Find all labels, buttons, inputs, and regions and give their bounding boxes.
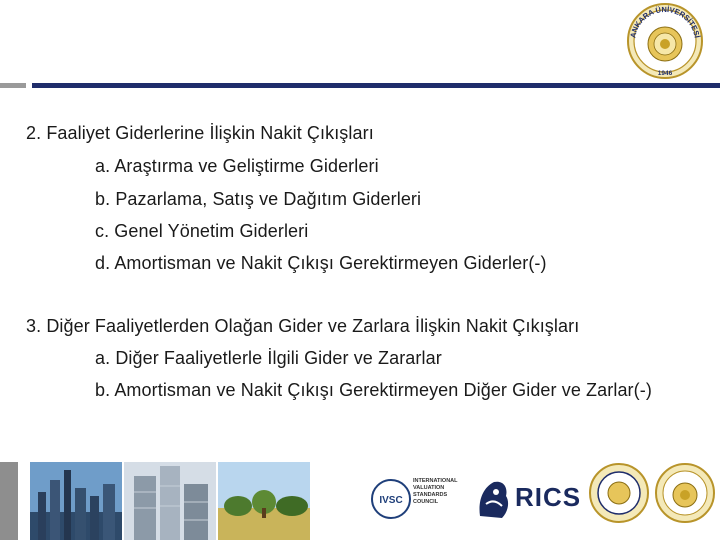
university-seal-small xyxy=(654,462,716,524)
section-3-item-a: a. Diğer Faaliyetlerle İlgili Gider ve Zararlar xyxy=(95,348,442,368)
section-2-item-c: c. Genel Yönetim Giderleri xyxy=(95,221,309,241)
footer-grey-bar xyxy=(0,462,18,540)
section-3-item-b: b. Amortisman ve Nakit Çıkışı Gerektirmeyen Diğer Gider ve Zarlar(-) xyxy=(95,380,652,400)
university-seal-logo xyxy=(624,2,706,80)
rics-lion-icon xyxy=(474,476,512,522)
section-3-title: 3. Diğer Faaliyetlerden Olağan Gider ve Zarlara İlişkin Nakit Çıkışları xyxy=(26,316,580,336)
section-2-title: 2. Faaliyet Giderlerine İlişkin Nakit Çıkışları xyxy=(26,123,374,143)
svg-text:ANKARA ÜNİVERSİTESİ: ANKARA ÜNİVERSİTESİ xyxy=(628,4,702,39)
svg-text:1946: 1946 xyxy=(657,70,673,77)
ivsc-logo xyxy=(370,478,412,520)
rics-logo-text: RICS xyxy=(515,482,582,512)
header-rule-navy xyxy=(32,83,720,88)
countryside-photo xyxy=(218,462,310,540)
ivsc-caption: INTERNATIONAL VALUATION STANDARDS COUNCIL xyxy=(413,478,458,505)
section-2-item-b: b. Pazarlama, Satış ve Dağıtım Giderleri xyxy=(95,189,422,209)
section-2-item-d: d. Amortisman ve Nakit Çıkışı Gerektirmeyen Giderler(-) xyxy=(95,253,547,273)
svg-text:IVSC: IVSC xyxy=(379,495,403,506)
city-skyline-photo xyxy=(30,462,122,540)
secondary-seal-logo xyxy=(588,462,650,524)
section-2-item-a: a. Araştırma ve Geliştirme Giderleri xyxy=(95,156,379,176)
modern-buildings-photo xyxy=(124,462,216,540)
header-rule-grey xyxy=(0,83,26,88)
